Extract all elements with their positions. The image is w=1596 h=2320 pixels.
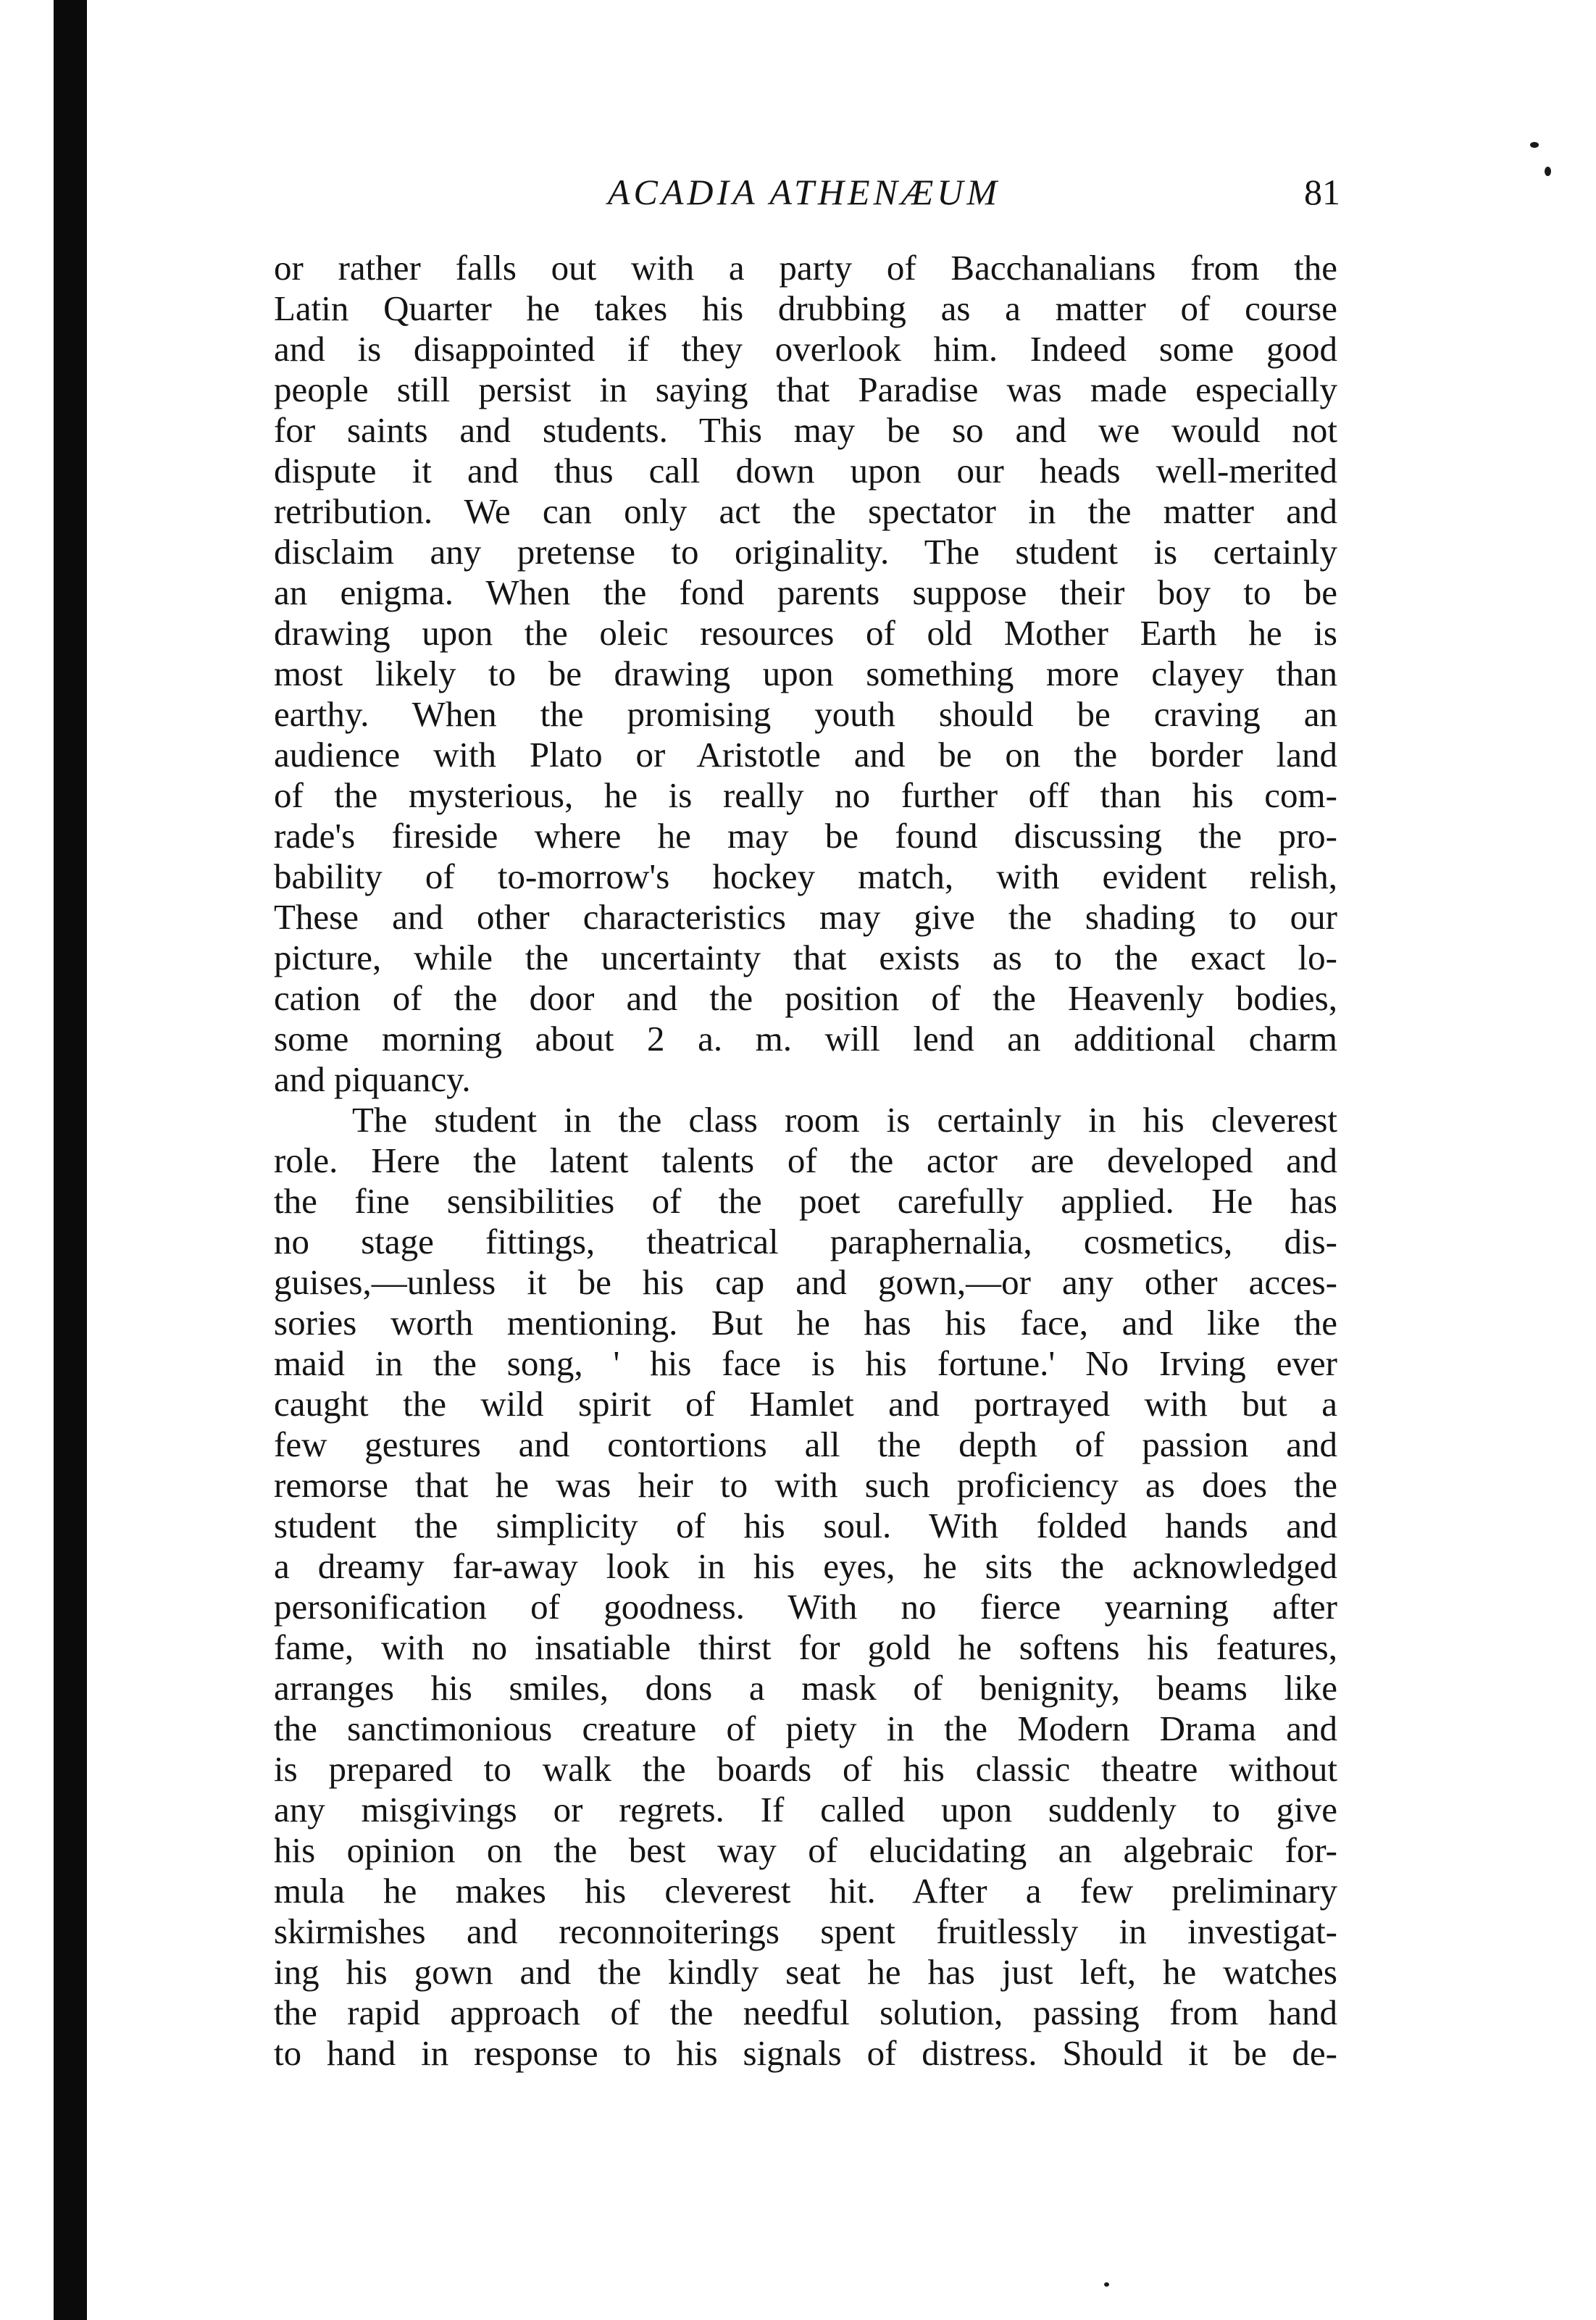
text-line: some morning about 2 a. m. will lend an additional charm [274,1019,1337,1059]
text-line: retribution. We can only act the spectator in the matter and [274,491,1337,531]
text-line: an enigma. When the fond parents suppose their boy to be [274,572,1337,612]
page-binding-edge [54,0,87,2320]
text-line: for saints and students. This may be so and we would not [274,410,1337,450]
text-line: maid in the song, ' his face is his fortune.' No Irving ever [274,1343,1337,1383]
paragraph [274,1100,1337,2074]
text-line: dispute it and thus call down upon our heads well-merited [274,451,1337,491]
text-line: arranges his smiles, dons a mask of benignity, beams like [274,1668,1337,1708]
text-line: is prepared to walk the boards of his classic theatre without [274,1749,1337,1789]
text-line: These and other characteristics may give the shading to our [274,897,1337,937]
journal-title: ACADIA ATHENÆUM [607,172,1001,212]
text-line: personification of goodness. With no fierce yearning after [274,1587,1337,1627]
text-line: the rapid approach of the needful solution, passing from hand [274,1993,1337,2032]
text-line: fame, with no insatiable thirst for gold he softens his features, [274,1627,1337,1667]
text-line: audience with Plato or Aristotle and be on the border land [274,735,1337,775]
text-line: cation of the door and the position of the Heavenly bodies, [274,978,1337,1018]
text-line: sories worth mentioning. But he has his face, and like the [274,1303,1337,1343]
text-line: drawing upon the oleic resources of old Mother Earth he is [274,613,1337,653]
text-line: bability of to-morrow's hockey match, with evident relish, [274,856,1337,896]
text-line: skirmishes and reconnoiterings spent fruitlessly in investigat- [274,1911,1337,1951]
text-line: ing his gown and the kindly seat he has just left, he watches [274,1952,1337,1992]
text-line: people still persist in saying that Paradise was made especially [274,370,1337,409]
paragraph [274,248,1337,1100]
text-line: his opinion on the best way of elucidating an algebraic for- [274,1830,1337,1870]
text-line: the fine sensibilities of the poet carefully applied. He has [274,1181,1337,1221]
text-line: picture, while the uncertainty that exists as to the exact lo- [274,938,1337,977]
text-line: no stage fittings, theatrical paraphernalia, cosmetics, dis- [274,1222,1337,1261]
print-speck [1104,2282,1109,2287]
text-line: rade's fireside where he may be found discussing the pro- [274,816,1337,856]
text-line: or rather falls out with a party of Bacchanalians from the [274,248,1337,288]
text-line: disclaim any pretense to originality. The student is certainly [274,532,1337,572]
running-head [268,167,1340,225]
text-line: Latin Quarter he takes his drubbing as a matter of course [274,288,1337,328]
text-line: guises,—unless it be his cap and gown,—or any other acces- [274,1262,1337,1302]
text-line: role. Here the latent talents of the actor are developed and [274,1140,1337,1180]
text-line: to hand in response to his signals of distress. Should it be de- [274,2033,1337,2073]
text-line: and piquancy. [274,1059,471,1099]
text-line: caught the wild spirit of Hamlet and portrayed with but a [274,1384,1337,1424]
text-line: most likely to be drawing upon something more clayey than [274,654,1337,693]
text-line: The student in the class room is certainly in his cleverest [352,1100,1337,1140]
text-line: a dreamy far-away look in his eyes, he sits the acknowledged [274,1546,1337,1586]
text-line: the sanctimonious creature of piety in the Modern Drama and [274,1708,1337,1748]
page-number: 81 [1304,172,1340,212]
text-line: earthy. When the promising youth should be craving an [274,694,1337,734]
print-speck [1530,142,1539,148]
text-line: few gestures and contortions all the depth of passion and [274,1424,1337,1464]
print-speck [1545,167,1551,176]
text-line: student the simplicity of his soul. With folded hands and [274,1506,1337,1545]
text-line: mula he makes his cleverest hit. After a few preliminary [274,1871,1337,1911]
article-text [274,248,1337,2074]
text-line: of the mysterious, he is really no further off than his com- [274,775,1337,815]
text-line: remorse that he was heir to with such proficiency as does the [274,1465,1337,1505]
text-line: and is disappointed if they overlook him. Indeed some good [274,329,1337,369]
text-line: any misgivings or regrets. If called upon suddenly to give [274,1790,1337,1829]
